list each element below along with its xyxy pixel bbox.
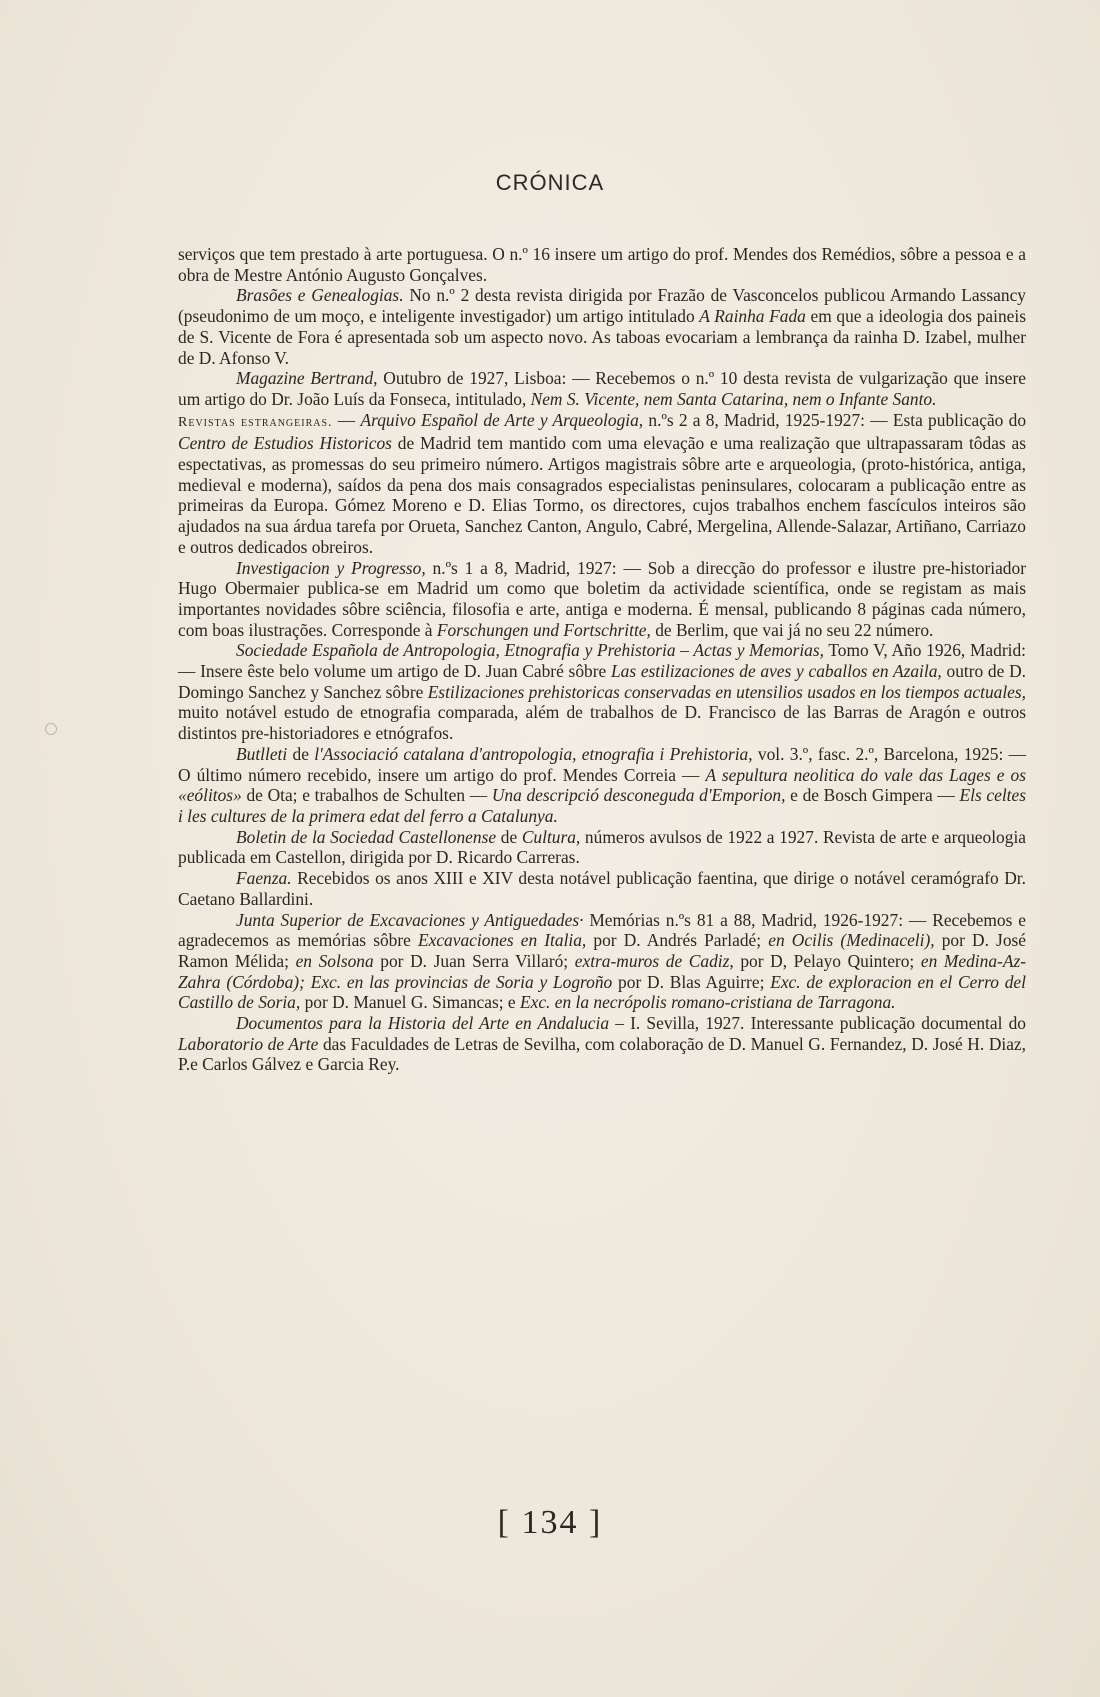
italic-text: Exc. en la necrópolis romano-cristiana de Tarragona. <box>520 992 896 1013</box>
italic-text: l'Associació catalana d'antropologia, etnografia i Prehistoria, <box>314 743 753 764</box>
paragraph <box>178 410 1026 558</box>
text: de Madrid tem mantido com uma elevação e uma realização que ultrapassaram tôdas as espectativas, as promessas do seu primeiro número. Artigos magistrais sôbre arte e arqueologia, (proto-histórica, antiga, medieval e moderna), saídos da pena dos mais consagrados especialistas peninsulares, colocaram a publicação entre as primeiras da Europa. Gómez Moreno e D. Elias Tormo, os directores, cujos trabalhos enchem fascículos inteiros são ajudados na sua árdua tarefa por Orueta, Sanchez Canton, Angulo, Cabré, Mergelina, Allende-Salazar, Artiñano, Carriazo e outros dedicados obreiros. <box>178 433 1026 557</box>
text: de Berlim, que vai já no seu 22 número. <box>650 619 934 640</box>
text: em que a ideologia dos paineis de S. Vicente de Fora é apresentada sob um aspecto novo. As taboas evocariam a lembrança da rainha D. Izabel, mulher de D. Afonso V. <box>178 306 1026 368</box>
small-caps-text: Revistas estrangeiras. <box>178 414 333 430</box>
italic-text: Sociedade Española de Antropologia, Etnografia y Prehistoria – Actas y Memorias, <box>236 640 824 661</box>
text: e de Bosch Gimpera — <box>785 785 960 806</box>
text: muito notável estudo de etnografia comparada, além de trabalhos de D. Francisco de las Barras de Aragón e outros distintos pre-historiadores e etnógrafos. <box>178 702 1026 744</box>
italic-text: Forschungen und Fortschritte, <box>436 619 651 640</box>
text: por D. Andrés Parladé; <box>586 930 769 951</box>
italic-text: Centro de Estudios Historicos <box>178 433 392 454</box>
text: por D, Pelayo Quintero; <box>733 950 921 971</box>
text: de <box>287 743 315 764</box>
text: Recebidos os anos XIII e XIV desta notável publicação faentina, que dirige o notável ceramógrafo Dr. Caetano Ballardini. <box>178 868 1026 909</box>
text: – I. Sevilla, 1927. Interessante publicação documental do <box>609 1013 1027 1034</box>
paragraph <box>178 285 1026 368</box>
page-number: [ 134 ] <box>497 1504 603 1541</box>
italic-text: A sepultura neolitica do vale das Lages e os «eólitos» <box>178 764 1026 806</box>
paragraph <box>178 558 1026 641</box>
italic-text: Excavaciones en Italia, <box>418 930 587 951</box>
text: das Faculdades de Letras de Sevilha, com colaboração de D. Manuel G. Fernandez, D. José H. Diaz, P.e Carlos Gálvez e Garcia Rey. <box>178 1033 1027 1075</box>
italic-text: Una descripció desconeguda d'Emporion, <box>491 785 786 806</box>
italic-text: en Ocilis (Medinaceli), <box>768 930 935 951</box>
text: — <box>332 409 361 430</box>
text: Memórias n.ºs 81 a 88, Madrid, 1926-1927: — Recebemos e agradecemos as memórias sôbre <box>178 909 1026 951</box>
text: de <box>496 826 522 847</box>
paragraph <box>178 827 1026 868</box>
paragraph <box>178 640 1026 744</box>
paragraph <box>178 910 1026 1014</box>
page-title: CRÓNICA <box>495 170 605 195</box>
margin-mark <box>43 721 59 737</box>
italic-text: extra-muros de Cadiz, <box>574 950 734 971</box>
italic-text: Butlleti <box>236 743 288 764</box>
paragraph <box>178 868 1026 909</box>
text: serviços que tem prestado à arte portuguesa. O n.º 16 insere um artigo do prof. Mendes dos Remédios, sôbre a pessoa e a obra de Mestre António Augusto Gonçalves. <box>178 244 1026 285</box>
italic-text: Brasões e Genealogias. <box>236 285 404 306</box>
text: por D. Manuel G. Simancas; e <box>300 992 520 1013</box>
italic-text: Laboratorio de Arte <box>178 1033 319 1054</box>
italic-text: en Solsona <box>295 950 374 971</box>
text: vol. 3.º, fasc. 2.º, Barcelona, 1925: — O último número recebido, insere um artigo do prof. Mendes Correia — <box>178 743 1026 785</box>
paragraph <box>178 244 1026 285</box>
italic-text: Cultura, <box>521 826 581 847</box>
text: por D. Blas Aguirre; <box>612 971 771 992</box>
text: n.ºs 2 a 8, Madrid, 1925-1927: — Esta publicação do <box>643 409 1027 430</box>
text: Tomo V, Año 1926, Madrid: — Insere êste belo volume um artigo de D. Juan Cabré sôbre <box>178 640 1026 682</box>
italic-text: Las estilizaciones de aves y caballos en Azaila, <box>610 661 942 682</box>
italic-text: Estilizaciones prehistoricas conservadas en utensilios usados en los tiempos actuales, <box>427 681 1027 702</box>
italic-text: A Rainha Fada <box>699 306 806 327</box>
italic-text: Boletin de la Sociedad Castellonense <box>236 826 497 847</box>
italic-text: Investigacion y Progresso, <box>236 557 426 578</box>
italic-text: Junta Superior de Excavaciones y Antiguedades· <box>236 909 584 930</box>
text: números avulsos de 1922 a 1927. Revista de arte e arqueologia publicada em Castellon, dirigida por D. Ricardo Carreras. <box>178 826 1026 868</box>
italic-text: Els celtes i les cultures de la primera edat del ferro a Catalunya. <box>178 785 1026 826</box>
text: n.ºs 1 a 8, Madrid, 1927: — Sob a direcção do professor e ilustre pre-historiador Hugo Obermaier publica-se em Madrid um como que boletim da actividade scientífica, onde se registam as mais importantes novidades sôbre sciência, filosofia e arte, antiga e moderna. É mensal, publicando 8 páginas cada número, com boas ilustrações. Corresponde à <box>178 557 1026 640</box>
italic-text: Magazine Bertrand, <box>236 368 378 389</box>
italic-text: Documentos para la Historia del Arte en Andalucia <box>236 1013 610 1034</box>
paragraph <box>178 368 1026 409</box>
italic-text: Faenza. <box>236 868 292 889</box>
italic-text: Arquivo Español de Arte y Arqueologia, <box>360 409 644 430</box>
text: por D. Juan Serra Villaró; <box>373 950 575 971</box>
text: por D. José Ramon Mélida; <box>178 930 1026 971</box>
text: No n.º 2 desta revista dirigida por Frazão de Vasconcelos publicou Armando Lassancy (pseudonimo de um moço, e inteligente investigador) um artigo intitulado <box>178 285 1026 327</box>
italic-text: Exc. de exploracion en el Cerro del Castillo de Soria, <box>178 971 1026 1013</box>
italic-text: en Medina-Az-Zahra (Córdoba); Exc. en las provincias de Soria y Logroño <box>178 950 1027 992</box>
paragraph <box>178 1013 1026 1075</box>
italic-text: Nem S. Vicente, nem Santa Catarina, nem o Infante Santo. <box>530 388 937 409</box>
article-body <box>178 244 1026 1075</box>
text: outro de D. Domingo Sanchez y Sanchez sôbre <box>178 661 1026 702</box>
text: Outubro de 1927, Lisboa: — Recebemos o n.º 10 desta revista de vulgarização que insere um artigo do Dr. João Luís da Fonseca, intitulado, <box>178 368 1026 409</box>
text: de Ota; e trabalhos de Schulten — <box>241 785 492 806</box>
paragraph <box>178 744 1026 827</box>
